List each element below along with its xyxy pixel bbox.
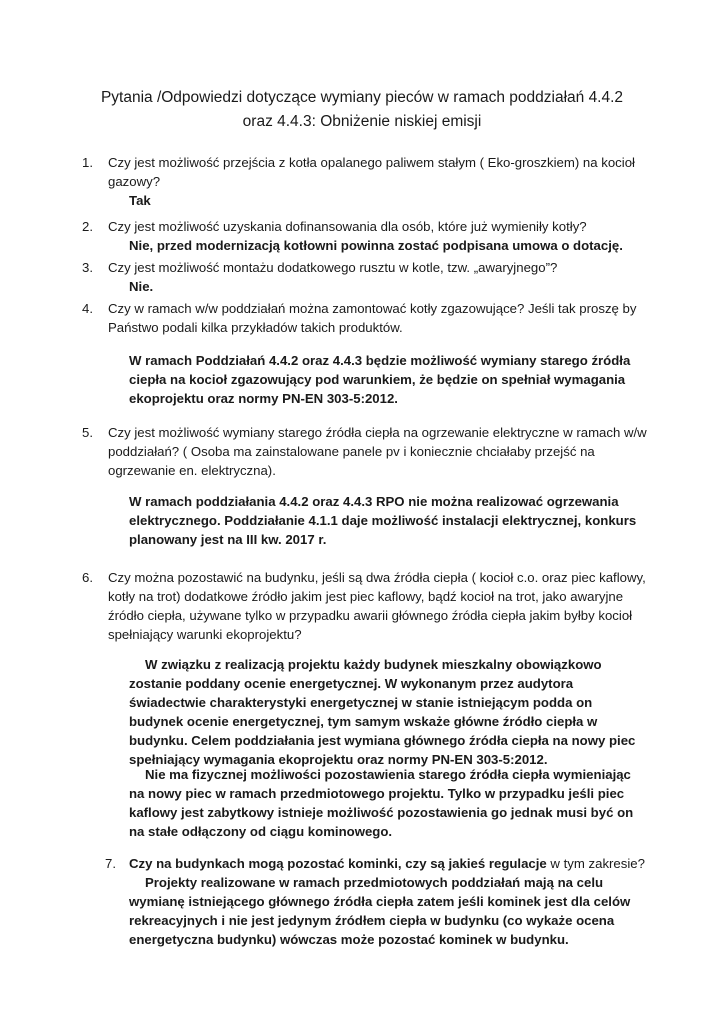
answer-text: Nie. xyxy=(129,279,154,294)
page-title xyxy=(60,86,664,134)
question-text: Czy można pozostawić na budynku, jeśli są dwa źródła ciepła ( kocioł c.o. oraz piec kaflowy, kotły na trot) dodatkowe źródło jakim jest piec kaflowy, bądź kocioł na trot, jako awaryjne źródło ciepła, używane tylko w przypadku awarii głównego źródła ciepła jakim byłby kocioł spełniający warunki ekoprojektu? xyxy=(108,570,646,642)
question-text-rest: w tym zakresie? xyxy=(546,856,645,871)
item-number: 2. xyxy=(82,219,93,234)
answer-6-part-1: W związku z realizacją projektu każdy budynek mieszkalny obowiązkowo zostanie poddany ocenie energetycznej. W wykonanym przez audytora świadectwie charakterystyki energetycznej w stanie istniejącym podda on budynek ocenie energetycznej, tym samym wskaże główne źródło ciepła w budynku. Celem poddziałania jest wymiana głównego źródła ciepła na nowy piec spełniający wymagania ekoprojektu oraz normy PN-EN 303-5:2012. xyxy=(129,657,636,767)
question-text: Czy jest możliwość montażu dodatkowego rusztu w kotle, tzw. „awaryjnego”? xyxy=(108,260,558,275)
item-number: 3. xyxy=(82,260,93,275)
qa-item-3 xyxy=(82,258,648,296)
qa-item-1 xyxy=(82,153,648,210)
answer-7: Projekty realizowane w ramach przedmiotowych poddziałań mają na celu wymianę istniejącego głównego źródła ciepła zatem jeśli kominek jest dla celów rekreacyjnych i nie jest jedynym źródłem ciepła w budynku (co wykaże ocena energetyczna budynku) wówczas może pozostać kominek w budynku. xyxy=(129,875,631,947)
qa-item-6 xyxy=(82,568,648,644)
question-text-bold: Czy na budynkach mogą pozostać kominki, czy są jakieś regulacje xyxy=(129,856,547,871)
question-text: Czy jest możliwość wymiany starego źródła ciepła na ogrzewanie elektryczne w ramach w/w poddziałań? ( Osoba ma zainstalowane panele pv i koniecznie chciałaby przejść na ogrzewanie en. elektryczna). xyxy=(108,425,647,478)
question-text: Czy jest możliwość uzyskania dofinansowania dla osób, które już wymieniły kotły? xyxy=(108,219,587,234)
qa-item-5 xyxy=(82,423,648,480)
item-number: 6. xyxy=(82,570,93,585)
qa-item-4 xyxy=(82,299,648,337)
item-number: 1. xyxy=(82,155,93,170)
question-text: Czy w ramach w/w poddziałań można zamontować kotły zgazowujące? Jeśli tak proszę by Państwo podali kilka przykładów takich produktów. xyxy=(108,301,637,335)
title-line-1: Pytania /Odpowiedzi dotyczące wymiany pieców w ramach poddziałań 4.4.2 xyxy=(100,89,624,106)
answer-text: Tak xyxy=(129,193,151,208)
title-line-2: oraz 4.4.3: Obniżenie niskiej emisji xyxy=(242,113,482,130)
question-text: Czy jest możliwość przejścia z kotła opalanego paliwem stałym ( Eko-groszkiem) na kocioł gazowy? xyxy=(108,155,635,189)
answer-6-part-2: Nie ma fizycznej możliwości pozostawienia starego źródła ciepła wymieniając na nowy piec w ramach przedmiotowego projektu. Tylko w przypadku jeśli piec kaflowy jest zabytkowy istnieje możliwość pozostawienia go jednak musi być on na stałe odłączony od ciągu kominowego. xyxy=(129,767,634,839)
qa-item-2 xyxy=(82,217,648,255)
answer-5: W ramach poddziałania 4.4.2 oraz 4.4.3 RPO nie można realizować ogrzewania elektrycznego. Poddziałanie 4.1.1 daje możliwość instalacji elektrycznej, konkurs planowany jest na III kw. 2017 r. xyxy=(129,494,637,547)
item-number: 5. xyxy=(82,425,93,440)
answer-4: W ramach Poddziałań 4.4.2 oraz 4.4.3 będzie możliwość wymiany starego źródła ciepła na kocioł zgazowujący pod warunkiem, że będzie on spełniał wymagania ekoprojektu oraz normy PN-EN 303-5:2012. xyxy=(129,353,631,406)
item-number: 4. xyxy=(82,301,93,316)
item-number: 7. xyxy=(105,856,116,871)
answer-text: Nie, przed modernizacją kotłowni powinna zostać podpisana umowa o dotację. xyxy=(129,238,623,253)
qa-item-7 xyxy=(105,854,649,873)
